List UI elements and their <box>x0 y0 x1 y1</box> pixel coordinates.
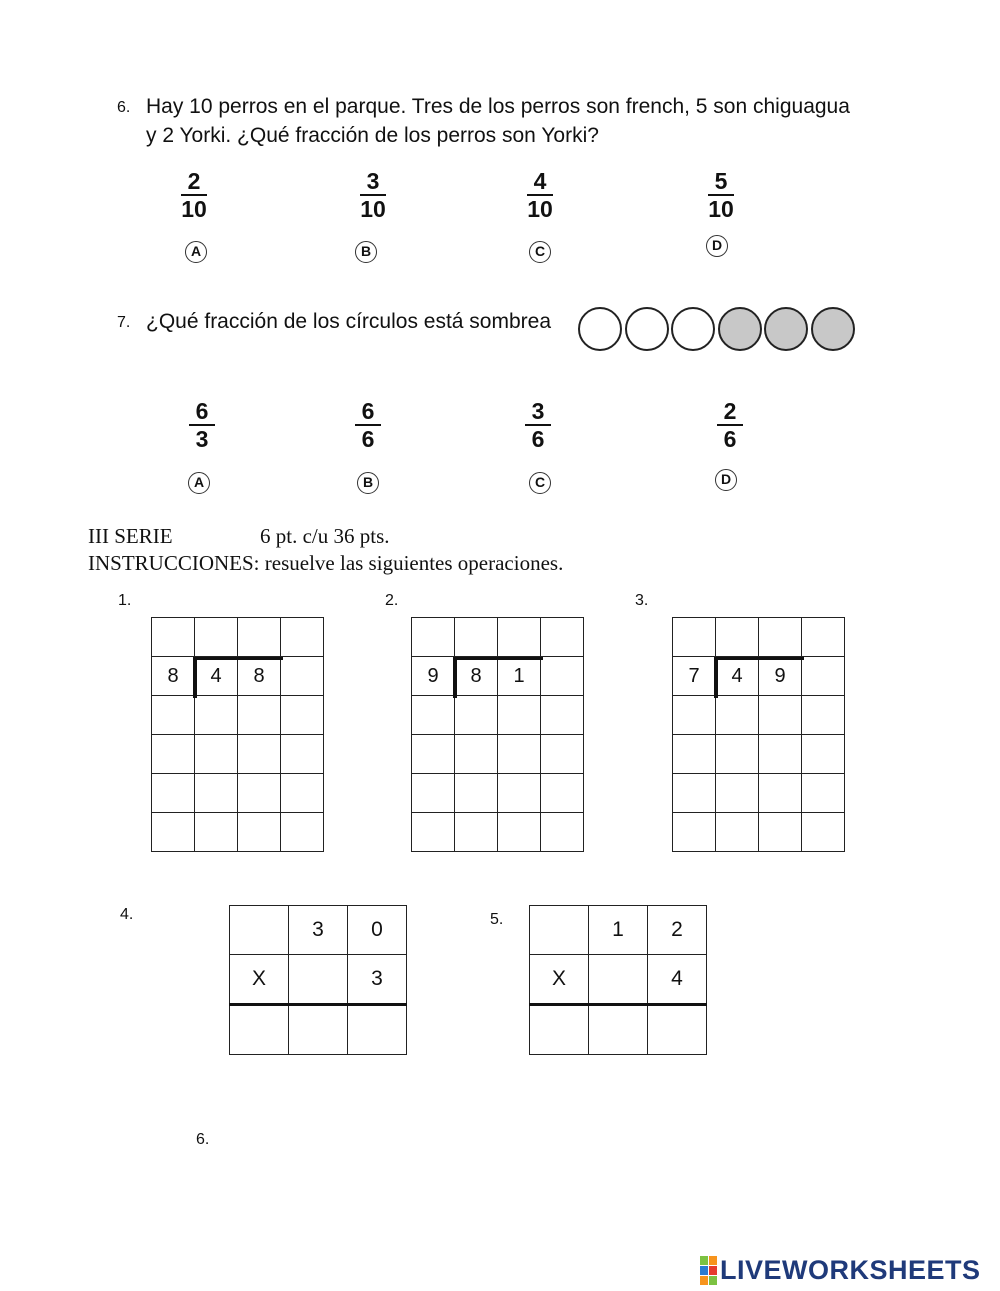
division-bracket-top <box>453 657 543 660</box>
q7-option-c-fraction <box>513 398 563 452</box>
q7-question: ¿Qué fracción de los círculos está sombrea <box>146 310 552 333</box>
division-bracket-side <box>714 657 718 698</box>
denominator: 3 <box>195 426 209 452</box>
shaded-circle <box>811 307 855 351</box>
q6-option-b-fraction <box>348 168 398 222</box>
division-2-label: 2. <box>385 592 399 609</box>
answer-cell[interactable] <box>802 696 845 735</box>
multiplication-5-grid <box>529 905 707 1055</box>
answer-cell[interactable] <box>759 618 802 657</box>
division-2-grid <box>411 617 584 852</box>
answer-cell[interactable] <box>230 1005 289 1055</box>
answer-cell[interactable] <box>673 774 716 813</box>
division-1-grid <box>151 617 324 852</box>
answer-cell[interactable] <box>455 774 498 813</box>
q6-option-c-fraction <box>515 168 565 222</box>
answer-cell[interactable] <box>498 813 541 852</box>
division-bracket-side <box>453 657 457 698</box>
division-bracket-top <box>193 657 283 660</box>
numerator: 3 <box>360 168 386 196</box>
multiplication-4-label: 4. <box>120 906 134 923</box>
mark-block <box>700 1256 708 1265</box>
answer-cell[interactable] <box>716 696 759 735</box>
unshaded-circle <box>578 307 622 351</box>
serie-title: III SERIE <box>88 524 173 548</box>
q7-option-b-fraction <box>343 398 393 452</box>
answer-cell[interactable] <box>716 618 759 657</box>
answer-cell[interactable] <box>530 1005 589 1055</box>
empty-cell <box>230 906 289 955</box>
q6-option-b-bubble[interactable]: B <box>355 241 377 263</box>
answer-cell[interactable] <box>238 696 281 735</box>
answer-cell[interactable] <box>152 735 195 774</box>
dividend-digit: 4 <box>716 657 759 696</box>
shaded-circle <box>764 307 808 351</box>
denominator: 10 <box>181 196 207 222</box>
q6-number: 6. <box>117 99 131 116</box>
answer-cell[interactable] <box>152 696 195 735</box>
denominator: 6 <box>723 426 737 452</box>
mark-block <box>709 1276 717 1285</box>
answer-cell[interactable] <box>498 735 541 774</box>
answer-cell[interactable] <box>541 774 584 813</box>
answer-cell[interactable] <box>673 735 716 774</box>
answer-cell[interactable] <box>759 735 802 774</box>
answer-cell[interactable] <box>281 735 324 774</box>
answer-cell[interactable] <box>412 774 455 813</box>
answer-cell[interactable] <box>802 657 845 696</box>
q6-line2: y 2 Yorki. ¿Qué fracción de los perros son Yorki? <box>146 124 599 147</box>
answer-cell[interactable] <box>281 657 324 696</box>
numerator: 3 <box>525 398 551 426</box>
denominator: 10 <box>527 196 553 222</box>
times-sign: X <box>230 955 289 1005</box>
liveworksheets-logo <box>700 1255 981 1285</box>
denominator: 10 <box>360 196 386 222</box>
answer-cell[interactable] <box>716 813 759 852</box>
denominator: 10 <box>708 196 734 222</box>
answer-cell[interactable] <box>195 735 238 774</box>
q6-question <box>146 92 966 150</box>
answer-cell[interactable] <box>152 618 195 657</box>
numerator: 6 <box>355 398 381 426</box>
answer-cell[interactable] <box>238 774 281 813</box>
answer-cell[interactable] <box>412 735 455 774</box>
q7-option-c-bubble[interactable]: C <box>529 472 551 494</box>
answer-cell[interactable] <box>498 618 541 657</box>
numerator: 5 <box>708 168 734 196</box>
q6-option-d-bubble[interactable]: D <box>706 235 728 257</box>
q7-number: 7. <box>117 314 131 331</box>
answer-cell[interactable] <box>281 696 324 735</box>
multiplication-4-grid <box>229 905 407 1055</box>
q7-option-a-bubble[interactable]: A <box>188 472 210 494</box>
divisor: 8 <box>152 657 195 696</box>
answer-cell[interactable] <box>589 1005 648 1055</box>
answer-cell[interactable] <box>541 696 584 735</box>
liveworksheets-mark-icon <box>700 1256 717 1285</box>
denominator: 6 <box>361 426 375 452</box>
answer-cell[interactable] <box>289 1005 348 1055</box>
answer-cell[interactable] <box>195 813 238 852</box>
digit-cell: 0 <box>348 906 407 955</box>
item-6-label: 6. <box>196 1131 210 1148</box>
serie-instructions: INSTRUCCIONES: resuelve las siguientes operaciones. <box>88 551 564 575</box>
divisor: 9 <box>412 657 455 696</box>
digit-cell: 1 <box>589 906 648 955</box>
answer-cell[interactable] <box>802 774 845 813</box>
q6-option-a-bubble[interactable]: A <box>185 241 207 263</box>
answer-cell[interactable] <box>455 735 498 774</box>
numerator: 6 <box>189 398 215 426</box>
brand-name: LIVEWORKSHEETS <box>720 1254 981 1285</box>
answer-cell[interactable] <box>195 618 238 657</box>
digit-cell: 3 <box>348 955 407 1005</box>
digit-cell: 4 <box>648 955 707 1005</box>
answer-cell[interactable] <box>455 813 498 852</box>
q6-option-a-fraction <box>169 168 219 222</box>
answer-cell[interactable] <box>541 657 584 696</box>
dividend-digit: 9 <box>759 657 802 696</box>
empty-cell <box>589 955 648 1005</box>
answer-cell[interactable] <box>759 696 802 735</box>
answer-cell[interactable] <box>152 774 195 813</box>
empty-cell <box>289 955 348 1005</box>
divisor: 7 <box>673 657 716 696</box>
answer-cell[interactable] <box>673 618 716 657</box>
division-3-grid <box>672 617 845 852</box>
mark-block <box>709 1266 717 1275</box>
digit-cell: 2 <box>648 906 707 955</box>
answer-cell[interactable] <box>281 813 324 852</box>
answer-cell[interactable] <box>238 735 281 774</box>
empty-cell <box>530 906 589 955</box>
mark-block <box>700 1276 708 1285</box>
answer-cell[interactable] <box>759 813 802 852</box>
numerator: 2 <box>181 168 207 196</box>
unshaded-circle <box>625 307 669 351</box>
answer-cell[interactable] <box>716 735 759 774</box>
q6-option-d-fraction <box>696 168 746 222</box>
answer-cell[interactable] <box>238 813 281 852</box>
answer-cell[interactable] <box>412 813 455 852</box>
division-1-label: 1. <box>118 592 132 609</box>
q7-option-d-bubble[interactable]: D <box>715 469 737 491</box>
q7-option-a-fraction <box>177 398 227 452</box>
answer-cell[interactable] <box>152 813 195 852</box>
mark-block <box>709 1256 717 1265</box>
times-sign: X <box>530 955 589 1005</box>
dividend-digit: 8 <box>238 657 281 696</box>
answer-cell[interactable] <box>802 735 845 774</box>
division-3-label: 3. <box>635 592 649 609</box>
answer-cell[interactable] <box>412 696 455 735</box>
answer-cell[interactable] <box>195 774 238 813</box>
division-bracket-side <box>193 657 197 698</box>
answer-cell[interactable] <box>281 774 324 813</box>
answer-cell[interactable] <box>716 774 759 813</box>
shaded-circle <box>718 307 762 351</box>
numerator: 2 <box>717 398 743 426</box>
answer-cell[interactable] <box>648 1005 707 1055</box>
answer-cell[interactable] <box>498 696 541 735</box>
q6-option-c-bubble[interactable]: C <box>529 241 551 263</box>
answer-cell[interactable] <box>802 618 845 657</box>
numerator: 4 <box>527 168 553 196</box>
dividend-digit: 1 <box>498 657 541 696</box>
unshaded-circle <box>671 307 715 351</box>
answer-cell[interactable] <box>455 696 498 735</box>
dividend-digit: 8 <box>455 657 498 696</box>
answer-cell[interactable] <box>673 813 716 852</box>
answer-cell[interactable] <box>498 774 541 813</box>
answer-cell[interactable] <box>802 813 845 852</box>
answer-cell[interactable] <box>455 618 498 657</box>
q7-option-d-fraction <box>705 398 755 452</box>
q7-option-b-bubble[interactable]: B <box>357 472 379 494</box>
mark-block <box>700 1266 708 1275</box>
serie-points: 6 pt. c/u 36 pts. <box>260 524 390 548</box>
answer-cell[interactable] <box>759 774 802 813</box>
q6-line1: Hay 10 perros en el parque. Tres de los perros son french, 5 son chiguagua <box>146 95 850 118</box>
digit-cell: 3 <box>289 906 348 955</box>
answer-cell[interactable] <box>541 618 584 657</box>
answer-cell[interactable] <box>238 618 281 657</box>
answer-cell[interactable] <box>281 618 324 657</box>
dividend-digit: 4 <box>195 657 238 696</box>
answer-cell[interactable] <box>348 1005 407 1055</box>
denominator: 6 <box>531 426 545 452</box>
multiplication-5-label: 5. <box>490 911 504 928</box>
answer-cell[interactable] <box>412 618 455 657</box>
answer-cell[interactable] <box>195 696 238 735</box>
answer-cell[interactable] <box>673 696 716 735</box>
answer-cell[interactable] <box>541 735 584 774</box>
answer-cell[interactable] <box>541 813 584 852</box>
division-bracket-top <box>714 657 804 660</box>
